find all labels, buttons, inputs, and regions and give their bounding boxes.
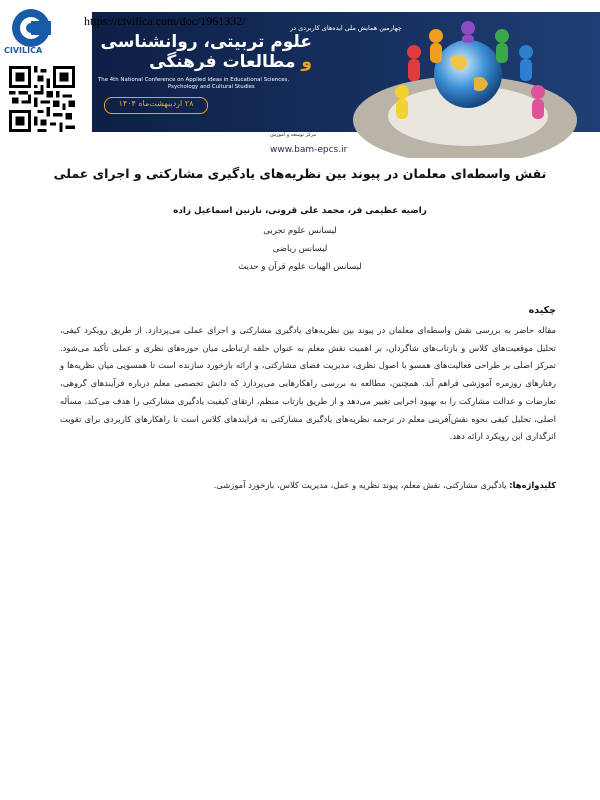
conference-english-line2: Psychology and Cultural Studies	[168, 84, 255, 90]
keywords-label: کلیدواژه‌ها:	[509, 480, 556, 490]
globe-people-illustration-icon	[330, 8, 600, 158]
conference-date: ۲۸ اردیبهشت‌ماه ۱۴۰۴	[118, 99, 194, 108]
affiliation-1: لیسانس علوم تجربی	[263, 226, 337, 236]
conference-subtitle: چهارمین همایش ملی ایده‌های کاربردی در	[290, 24, 402, 32]
organizer-label: مرکز توسعه و آموزش	[270, 132, 317, 138]
conference-title-line1: علوم تربیتی، روانشناسی	[100, 32, 312, 52]
affiliation-3: لیسانس الهیات علوم قرآن و حدیث	[238, 262, 362, 272]
conference-title-line2	[98, 52, 312, 72]
logo-text: CIVILICA	[4, 46, 43, 55]
abstract-body: مقاله حاضر به بررسی نقش واسطه‌ای معلمان در پیوند بین نظریه‌های یادگیری مشارکتی و اجرای عملی می‌پردازد. از طریق رویکرد کیفی، تحلیل موقعیت‌های کلاس و بازتاب‌های شاگردان، بر اهمیت نقش معلم به عنوان حلقه ارتباطی میان حوزه‌های نظری و عملی تأکید می‌شود. تمرکز اصلی بر طراحی فعالیت‌های همسو با اصول نظری، مدیریت فضای مشارکتی، و ارائه بازخورد سازنده است تا همسویی میان نظریه‌ها و رفتارهای روزمره آموزشی فراهم آید. همچنین، مطالعه به بررسی راهکارهایی می‌پردازد که دانش تخصصی معلم درباره فرآیندهای گروهی، تعارضات و عدالت مشارکت را به بهبود اجرایی تغییر می‌دهد و از طریق بازتاب منظم، ارتقای کیفیت یادگیری مشارکتی را هدف می‌کند. مسأله اصلی، تحلیل کیفی نحوه نقش‌آفرینی معلم در ترجمه نظریه‌های یادگیری مشارکتی به فرایندهای کلاس است تا راهکارهای کاربردی برای تقویت اثرگذاری این رویکرد ارائه دهد.	[60, 325, 556, 442]
affiliation-2: لیسانس ریاضی	[272, 244, 328, 254]
conference-website[interactable]: www.bam-epcs.ir	[270, 145, 348, 155]
paper-authors: راضیه عظیمی فر، محمد علی قرونی، نازنین اسماعیل زاده	[173, 206, 427, 216]
document-url[interactable]: https://civilica.com/doc/1961332/	[84, 14, 246, 28]
conference-title-line2-rest: مطالعات فرهنگی	[149, 52, 296, 72]
conference-english-line1: The 4th National Conference on Applied Ideas in Educational Sciences,	[98, 77, 290, 83]
keywords	[60, 480, 556, 490]
paper-title: نقش واسطه‌ای معلمان در پیوند بین نظریه‌های یادگیری مشارکتی و اجرای عملی	[53, 166, 547, 181]
conference-banner	[0, 0, 600, 160]
keywords-list: یادگیری مشارکتی، نقش معلم، پیوند نظریه و عمل، مدیریت کلاس، بازخورد آموزشی.	[213, 480, 510, 490]
abstract-heading: چکیده	[528, 305, 556, 316]
conference-title-va: و	[301, 52, 312, 72]
qr-code-icon[interactable]	[8, 66, 76, 132]
